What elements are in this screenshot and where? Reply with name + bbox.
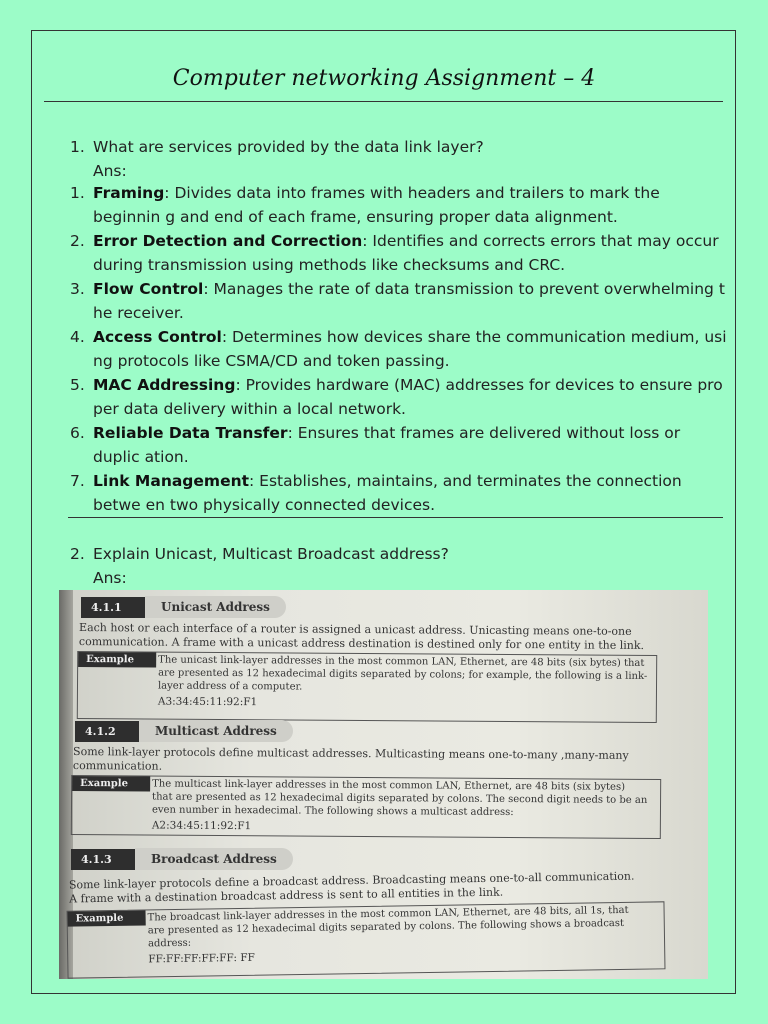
item-term: Error Detection and Correction [93, 232, 363, 250]
section-number: 4.1.3 [71, 849, 135, 870]
list-item [70, 469, 728, 517]
services-list [70, 181, 730, 517]
example-line: The broadcast link-layer addresses in the most common LAN, Ethernet, are 48 bits, all 1s, that [147, 904, 629, 924]
item-number: 6. [70, 424, 85, 442]
item-term: Link Management [93, 472, 250, 490]
page-title: Computer networking Assignment – 4 [172, 66, 596, 91]
item-term: Framing [93, 184, 165, 202]
example-label: Example [72, 776, 150, 792]
item-term: Flow Control [93, 280, 204, 298]
example-line: are presented as 12 hexadecimal digits separated by colons. The following shows a broadcast [147, 917, 625, 937]
item-description: : Establishes, maintains, and terminates the connection betwe en two physically connected devices. [93, 472, 682, 514]
example-box-broadcast [67, 901, 666, 978]
multicast-address: A2:34:45:11:92:F1 [151, 819, 252, 833]
list-item [70, 373, 728, 421]
item-number: 2. [70, 232, 85, 250]
example-label: Example [78, 652, 156, 668]
item-number: 7. [70, 472, 85, 490]
item-description: : Determines how devices share the communication medium, usi ng protocols like CSMA/CD and token passing. [93, 328, 727, 370]
item-description: : Provides hardware (MAC) addresses for devices to ensure pro per data delivery within a local network. [93, 376, 723, 418]
paragraph-line: communication. [72, 759, 163, 773]
question-number: 1. [70, 138, 85, 156]
section-title: Multicast Address [139, 720, 293, 742]
example-text [158, 654, 648, 712]
paragraph-line: Each host or each interface of a router is assigned a unicast address. Unicasting means one-to-one [79, 621, 632, 638]
example-text [152, 778, 648, 836]
answer-label: Ans: [93, 569, 127, 587]
section-paragraph [69, 870, 635, 907]
example-line: even number in hexadecimal. The following shows a multicast address: [151, 804, 514, 819]
section-paragraph [73, 745, 629, 777]
item-number: 5. [70, 376, 85, 394]
item-description: : Divides data into frames with headers and trailers to mark the beginnin g and end of each frame, ensuring proper data alignment. [93, 184, 660, 226]
item-description: : Ensures that frames are delivered without loss or duplic ation. [93, 424, 681, 466]
example-line: that are presented as 12 hexadecimal digits separated by colons. The second digit needs to be an [152, 791, 648, 806]
broadcast-address: FF:FF:FF:FF:FF: FF [148, 951, 255, 966]
unicast-address: A3:34:45:11:92:F1 [157, 695, 258, 709]
section-divider [68, 517, 723, 518]
example-text [148, 904, 630, 967]
paragraph-line: Some link-layer protocols define multicast addresses. Multicasting means one-to-many ,many-many [73, 745, 629, 762]
question-number: 2. [70, 545, 85, 563]
question-text: Explain Unicast, Multicast Broadcast address? [93, 545, 449, 563]
section-paragraph [79, 621, 644, 653]
section-number: 4.1.1 [81, 597, 145, 618]
list-item [70, 277, 728, 325]
item-description: : Manages the rate of data transmission to prevent overwhelming t he receiver. [93, 280, 725, 322]
example-label: Example [68, 910, 146, 926]
list-item [70, 181, 728, 229]
example-line: The multicast link-layer addresses in the most common LAN, Ethernet, are 48 bits (six bytes) [152, 778, 626, 793]
item-number: 3. [70, 280, 85, 298]
paragraph-line: communication. A frame with a unicast address destination is destined only for one entity in the link. [78, 635, 645, 652]
section-title: Broadcast Address [135, 848, 293, 870]
paragraph-line: Some link-layer protocols define a broadcast address. Broadcasting means one-to-all communication. [68, 869, 635, 892]
example-line: layer address of a computer. [157, 680, 303, 693]
answer-label: Ans: [93, 162, 127, 180]
example-box-multicast [71, 775, 661, 839]
example-line: address: [147, 937, 192, 950]
item-number: 1. [70, 184, 85, 202]
item-description: : Identifies and corrects errors that may occur during transmission using methods like checksums and CRC. [93, 232, 719, 274]
item-number: 4. [70, 328, 85, 346]
section-heading-multicast [75, 720, 293, 742]
question-text: What are services provided by the data link layer? [93, 138, 484, 156]
section-heading-broadcast [71, 848, 293, 870]
title-divider [44, 101, 723, 102]
list-item [70, 325, 728, 373]
example-box-unicast [77, 651, 657, 723]
paragraph-line: A frame with a destination broadcast address is sent to all entities in the link. [69, 885, 504, 906]
list-item [70, 421, 728, 469]
item-term: MAC Addressing [93, 376, 236, 394]
example-line: are presented as 12 hexadecimal digits separated by colons; for example, the following is a link- [158, 667, 648, 682]
list-item [70, 229, 728, 277]
example-line: The unicast link-layer addresses in the most common LAN, Ethernet, are 48 bits (six bytes) that [158, 654, 645, 669]
section-heading-unicast [81, 596, 286, 618]
textbook-photo [59, 590, 708, 979]
section-number: 4.1.2 [75, 721, 139, 742]
item-term: Reliable Data Transfer [93, 424, 288, 442]
section-title: Unicast Address [145, 596, 286, 618]
item-term: Access Control [93, 328, 222, 346]
